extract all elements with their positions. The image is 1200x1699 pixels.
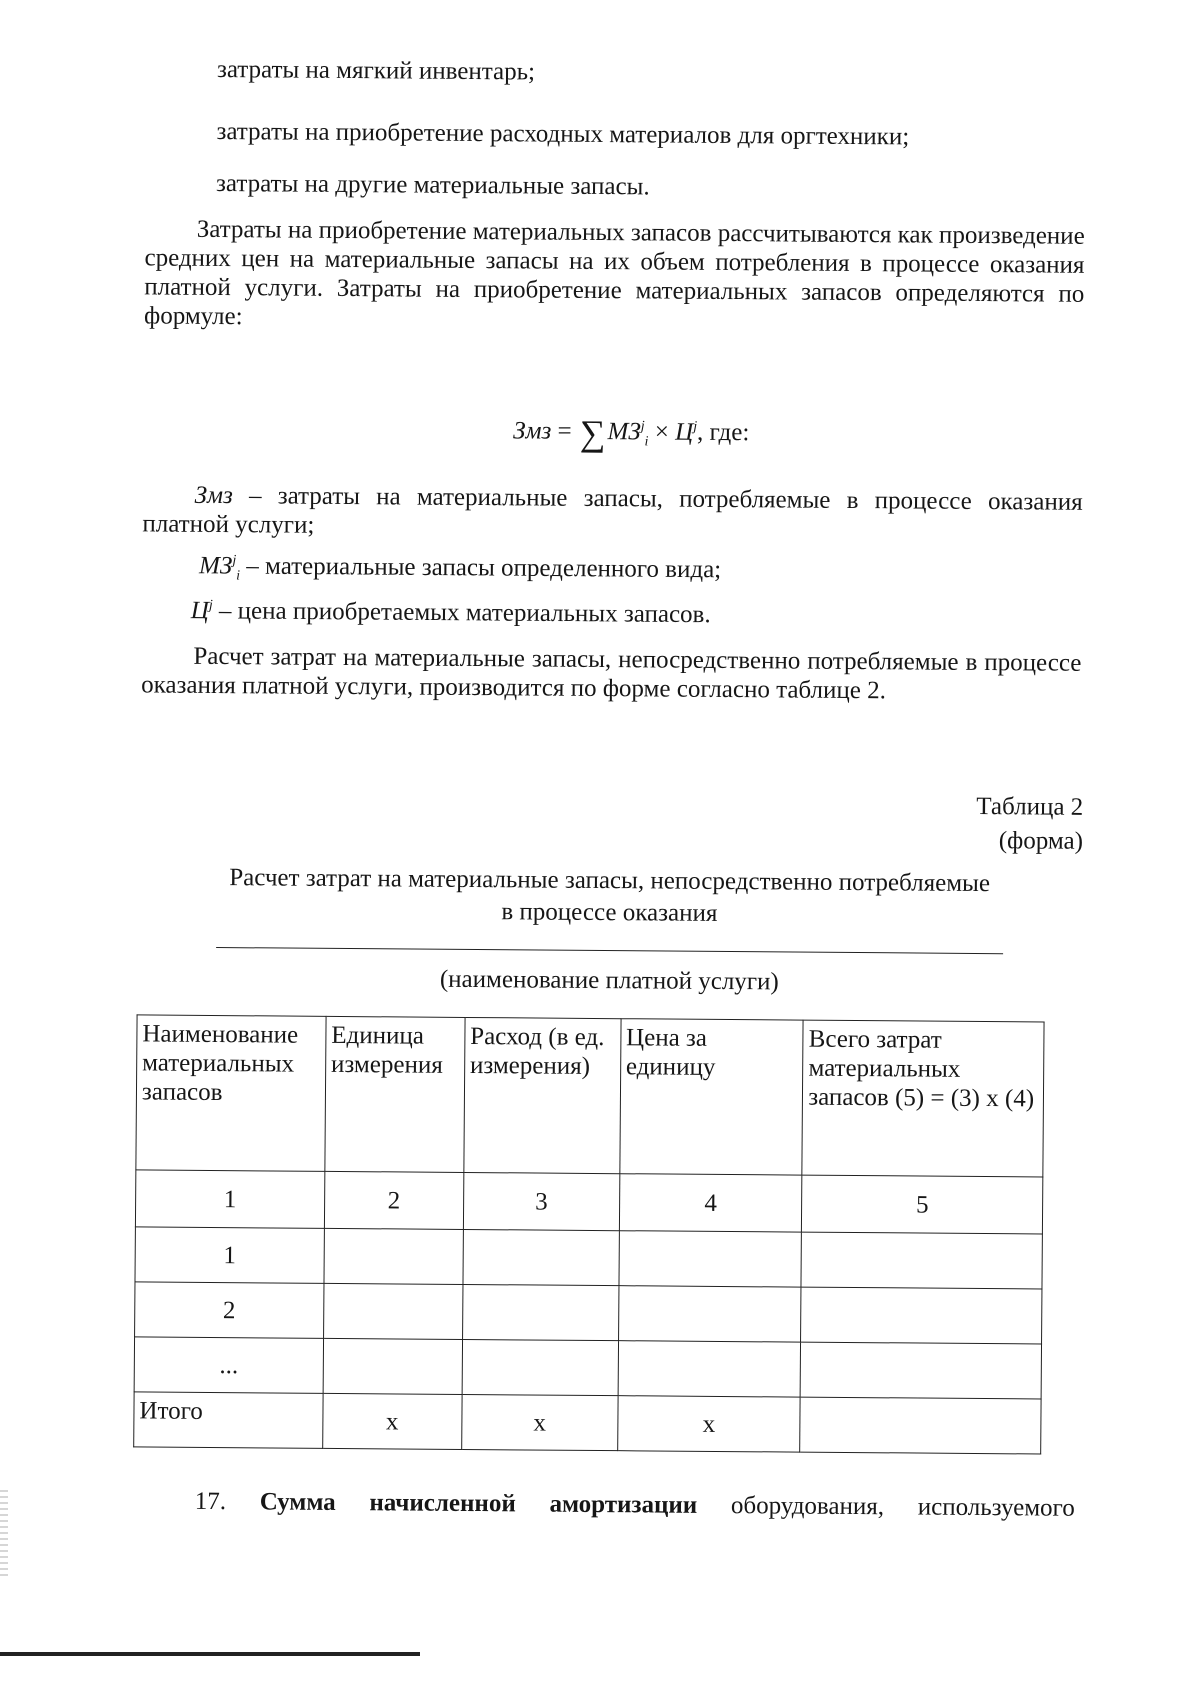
def-text-price: – цена приобретаемых материальных запасов. bbox=[212, 597, 711, 629]
total-label: Итого bbox=[134, 1392, 323, 1448]
table-title-line1: Расчет затрат на материальные запасы, непосредственно потребляемые bbox=[229, 864, 991, 898]
section-17-rest: оборудования, используемого bbox=[697, 1491, 1075, 1522]
table-row bbox=[135, 1227, 1042, 1289]
header-material-name: Наименование материальных запасов bbox=[136, 1015, 326, 1171]
table-title-line2: в процессе оказания bbox=[501, 898, 718, 927]
table-cell bbox=[462, 1339, 618, 1395]
header-unit-price: Цена за единицу bbox=[620, 1019, 804, 1175]
intro-paragraph: Затраты на приобретение материальных запасов рассчитываются как произведение средних цен на материальные запасы на их объем потребления в процессе оказания платной услуги. Затраты на приобретение материальных запасов определяются по формуле: bbox=[143, 215, 1085, 331]
definition-mz bbox=[199, 546, 721, 594]
definition-price bbox=[191, 591, 711, 629]
table-cell bbox=[619, 1231, 802, 1287]
table-form-note: (форма) bbox=[998, 827, 1084, 855]
formula-term: МЗ bbox=[607, 418, 641, 446]
formula-term-sub: i bbox=[644, 434, 649, 450]
column-number: 3 bbox=[463, 1172, 619, 1230]
formula-equals: = bbox=[557, 417, 572, 445]
column-number: 5 bbox=[802, 1175, 1043, 1234]
materials-cost-table bbox=[133, 1014, 1044, 1454]
table-column-numbers bbox=[135, 1170, 1042, 1234]
header-total-cost: Всего затрат материальных запасов (5) = (3) х (4) bbox=[802, 1020, 1044, 1177]
table-cell: 2 bbox=[135, 1282, 324, 1338]
section-17-bold: Сумма начисленной амортизации bbox=[259, 1488, 698, 1519]
scan-bottom-edge bbox=[0, 1652, 420, 1656]
scan-artifact bbox=[0, 1490, 8, 1580]
table-cell bbox=[324, 1228, 463, 1284]
table-total-row bbox=[134, 1392, 1041, 1454]
table-cell bbox=[618, 1286, 801, 1342]
table-cell: ... bbox=[134, 1337, 323, 1393]
table-cell bbox=[323, 1338, 462, 1394]
section-17-heading bbox=[135, 1486, 1075, 1522]
sum-symbol: ∑ bbox=[579, 412, 606, 454]
formula bbox=[513, 411, 750, 455]
formula-times: × bbox=[654, 418, 670, 446]
def-symbol-price-sup: j bbox=[208, 597, 213, 613]
list-item-office-consumables: затраты на приобретение расходных материалов для оргтехники; bbox=[216, 117, 910, 151]
table-cell bbox=[618, 1341, 801, 1397]
table-cell bbox=[800, 1342, 1041, 1399]
formula-price-sup: j bbox=[693, 419, 698, 435]
list-item-other-stocks: затраты на другие материальные запасы. bbox=[216, 169, 650, 201]
def-symbol-price: Ц bbox=[190, 597, 209, 625]
table-header-row bbox=[136, 1015, 1044, 1177]
def-symbol-mz: МЗ bbox=[199, 552, 233, 580]
formula-term-sup: j bbox=[640, 418, 645, 435]
def-text-mz: – материальные запасы определенного вида; bbox=[239, 552, 722, 584]
formula-price: Ц bbox=[675, 418, 694, 446]
formula-lhs: Змз bbox=[513, 417, 552, 445]
table-label: Таблица 2 bbox=[976, 792, 1084, 821]
table-cell: х bbox=[461, 1394, 617, 1450]
column-number: 2 bbox=[324, 1171, 463, 1229]
header-consumption: Расход (в ед. измерения) bbox=[464, 1017, 621, 1173]
def-symbol-zmz: Змз bbox=[194, 481, 233, 510]
table-cell bbox=[801, 1232, 1042, 1289]
formula-where: , где: bbox=[696, 418, 750, 447]
table-row bbox=[134, 1337, 1041, 1399]
section-17-number: 17. bbox=[194, 1487, 227, 1516]
calc-paragraph: Расчет затрат на материальные запасы, непосредственно потребляемые в процессе оказания платной услуги, производится по форме согласно таблице 2. bbox=[141, 642, 1082, 705]
header-unit: Единица измерения bbox=[325, 1016, 465, 1172]
definition-zmz bbox=[142, 480, 1082, 545]
table-row bbox=[135, 1282, 1042, 1344]
def-text-zmz: – затраты на материальные запасы, потребляемые в процессе оказания платной услуги; bbox=[142, 482, 1083, 539]
service-name-underline bbox=[216, 947, 1003, 954]
table-cell bbox=[463, 1229, 619, 1285]
table-cell: х bbox=[323, 1393, 462, 1449]
def-symbol-mz-sub: i bbox=[236, 568, 241, 584]
column-number: 4 bbox=[619, 1174, 802, 1232]
table-cell: 1 bbox=[135, 1227, 324, 1283]
table-cell bbox=[801, 1287, 1042, 1344]
table-cell bbox=[462, 1284, 618, 1340]
list-item-soft-inventory: затраты на мягкий инвентарь; bbox=[216, 55, 536, 86]
table-cell bbox=[323, 1283, 462, 1339]
table-cell: х bbox=[617, 1396, 800, 1452]
service-name-caption: (наименование платной услуги) bbox=[439, 965, 779, 996]
def-symbol-mz-sup: j bbox=[232, 553, 237, 569]
table-cell bbox=[800, 1397, 1041, 1454]
column-number: 1 bbox=[135, 1170, 324, 1228]
